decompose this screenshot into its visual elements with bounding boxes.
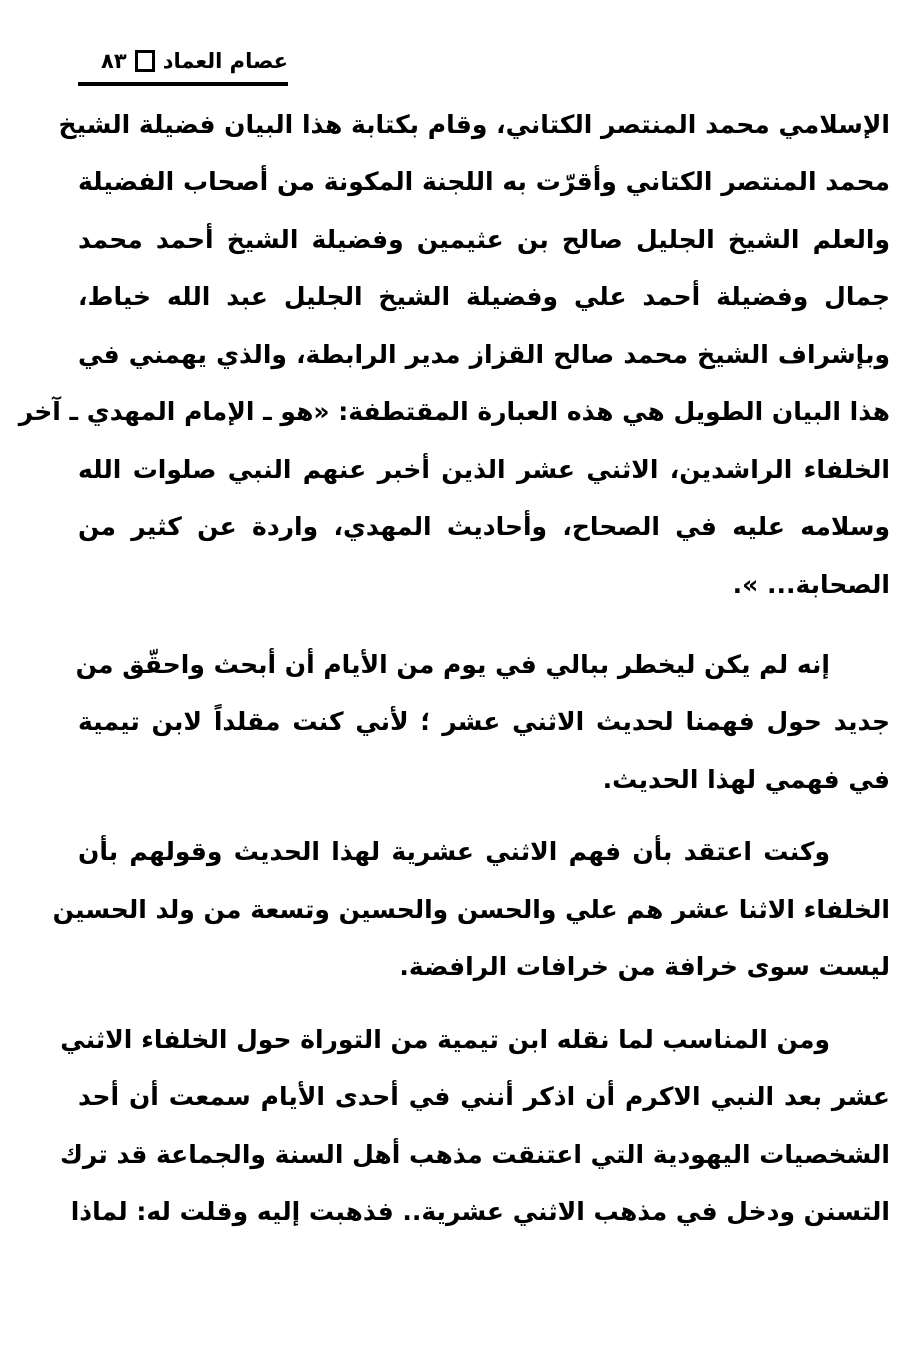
text-line: الخلفاء الاثنا عشر هم علي والحسن والحسين وتسعة من ولد الحسين xyxy=(52,895,890,924)
text-line: التسنن ودخل في مذهب الاثني عشرية.. فذهبت إليه وقلت له: لماذا xyxy=(70,1197,890,1226)
text-line: عشر بعد النبي الاكرم أن اذكر أنني في أحدى الأيام سمعت أن أحد xyxy=(78,1082,890,1111)
text-line: ومن المناسب لما نقله ابن تيمية من التوراة حول الخلفاء الاثني xyxy=(60,1025,830,1054)
text-line: الصحابة... ». xyxy=(732,570,890,599)
text-line: في فهمي لهذا الحديث. xyxy=(602,765,890,794)
separator-square-icon xyxy=(135,50,155,72)
page-number: ٨٣ xyxy=(101,49,127,73)
text-line: وبإشراف الشيخ محمد صالح القزاز مدير الرابطة، والذي يهمني في xyxy=(78,340,890,369)
text-line: جديد حول فهمنا لحديث الاثني عشر ؛ لأني كنت مقلداً لابن تيمية xyxy=(78,707,890,736)
running-header xyxy=(78,40,288,86)
text-line: الإسلامي محمد المنتصر الكتاني، وقام بكتابة هذا البيان فضيلة الشيخ xyxy=(58,110,890,139)
text-line: الخلفاء الراشدين، الاثني عشر الذين أخبر عنهم النبي صلوات الله xyxy=(78,455,890,484)
text-line: محمد المنتصر الكتاني وأقرّت به اللجنة المكونة من أصحاب الفضيلة xyxy=(78,167,890,196)
text-line: إنه لم يكن ليخطر ببالي في يوم من الأيام أن أبحث واحقّق من xyxy=(75,650,830,679)
text-line: وسلامه عليه في الصحاح، وأحاديث المهدي، واردة عن كثير من xyxy=(78,512,890,541)
text-line: هذا البيان الطويل هي هذه العبارة المقتطفة: «هو ـ الإمام المهدي ـ آخر xyxy=(18,397,890,426)
text-line: جمال وفضيلة أحمد علي وفضيلة الشيخ الجليل عبد الله خياط، xyxy=(78,282,890,311)
book-title: عصام العماد xyxy=(162,49,288,73)
text-line: والعلم الشيخ الجليل صالح بن عثيمين وفضيلة الشيخ أحمد محمد xyxy=(78,225,890,254)
text-line: الشخصيات اليهودية التي اعتنقت مذهب أهل السنة والجماعة قد ترك xyxy=(59,1140,890,1169)
text-line: ليست سوى خرافة من خرافات الرافضة. xyxy=(399,952,890,981)
text-line: وكنت اعتقد بأن فهم الاثني عشرية لهذا الحديث وقولهم بأن xyxy=(78,837,830,866)
